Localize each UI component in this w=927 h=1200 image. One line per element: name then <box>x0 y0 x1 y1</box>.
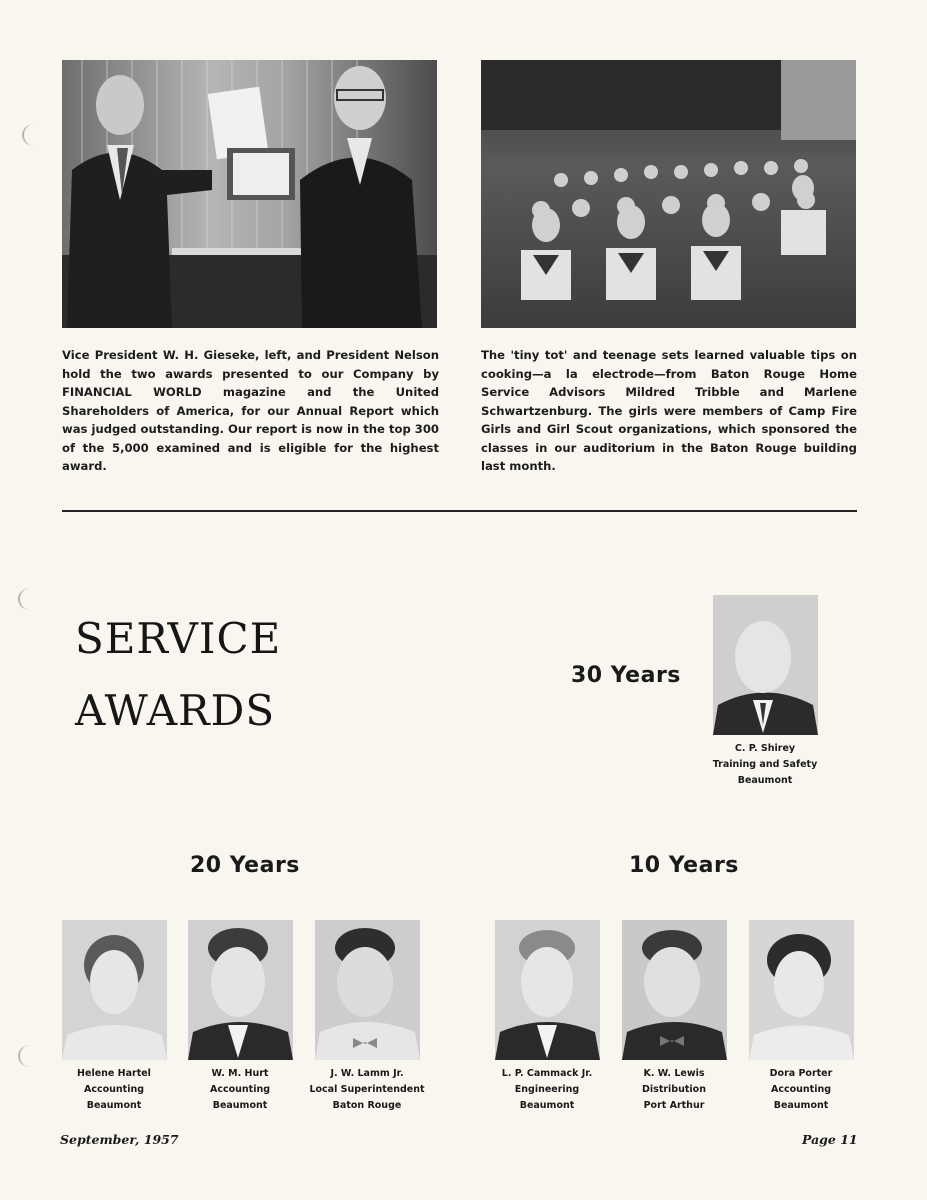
location-cammack: Beaumont <box>519 1100 575 1111</box>
location-lewis: Port Arthur <box>643 1100 705 1111</box>
dept-hurt: Accounting <box>209 1084 271 1095</box>
ten-years-heading: 10 Years <box>629 853 739 878</box>
binder-hole-middle <box>18 588 42 610</box>
footer-page-number: Page 11 <box>802 1132 858 1147</box>
caption-hurt <box>175 1066 305 1114</box>
dept-porter: Accounting <box>770 1084 832 1095</box>
name-shirey: C. P. Shirey <box>734 743 796 754</box>
caption-porter <box>736 1066 866 1114</box>
name-hurt: W. M. Hurt <box>211 1068 269 1079</box>
caption-lamm <box>302 1066 432 1114</box>
portrait-hurt <box>188 920 293 1060</box>
binder-hole-bottom <box>18 1045 42 1067</box>
name-cammack: L. P. Cammack Jr. <box>501 1068 593 1079</box>
portrait-lewis <box>622 920 727 1060</box>
dept-shirey: Training and Safety <box>712 759 818 770</box>
location-lamm: Baton Rouge <box>332 1100 402 1111</box>
thirty-years-heading: 30 Years <box>571 663 681 688</box>
binder-hole-top <box>22 124 46 146</box>
dept-lewis: Distribution <box>642 1084 706 1095</box>
cooking-class-photo <box>481 60 856 328</box>
name-porter: Dora Porter <box>769 1068 833 1079</box>
portrait-shirey <box>713 595 818 735</box>
cooking-class-caption: The 'tiny tot' and teenage sets learned valuable tips on cooking—a la electrode—from Baton Rouge Home Service Advisors Mildred Tribble and Marlene Schwartzenburg. The girls were members of Camp Fire Girls and Girl Scout organizations, which sponsored the classes in our auditorium in the Baton Rouge building last month. <box>481 348 857 473</box>
location-shirey: Beaumont <box>737 775 793 786</box>
location-hartel: Beaumont <box>86 1100 142 1111</box>
caption-cammack <box>482 1066 612 1114</box>
portrait-porter <box>749 920 854 1060</box>
caption-hartel <box>49 1066 179 1114</box>
service-awards-title-line1: SERVICE <box>75 614 282 663</box>
section-divider <box>62 510 857 512</box>
twenty-years-heading: 20 Years <box>190 853 300 878</box>
caption-lewis <box>609 1066 739 1114</box>
awards-photo-caption: Vice President W. H. Gieseke, left, and President Nelson hold the two awards presented to our Company by FINANCIAL WORLD magazine and the United Shareholders of America, for our Annual Report which was judged outstanding. Our report is now in the top 300 of the 5,000 examined and is eligible for the highest award. <box>62 348 439 473</box>
portrait-hartel <box>62 920 167 1060</box>
name-hartel: Helene Hartel <box>77 1068 151 1079</box>
caption-shirey <box>700 741 830 789</box>
service-awards-title-line2: AWARDS <box>75 686 276 735</box>
portrait-cammack <box>495 920 600 1060</box>
location-porter: Beaumont <box>773 1100 829 1111</box>
dept-lamm: Local Superintendent <box>309 1084 425 1095</box>
dept-hartel: Accounting <box>83 1084 145 1095</box>
name-lamm: J. W. Lamm Jr. <box>330 1068 404 1079</box>
footer-date: September, 1957 <box>60 1132 179 1147</box>
location-hurt: Beaumont <box>212 1100 268 1111</box>
name-lewis: K. W. Lewis <box>643 1068 705 1079</box>
portrait-lamm <box>315 920 420 1060</box>
dept-cammack: Engineering <box>514 1084 580 1095</box>
awards-photo <box>62 60 437 328</box>
